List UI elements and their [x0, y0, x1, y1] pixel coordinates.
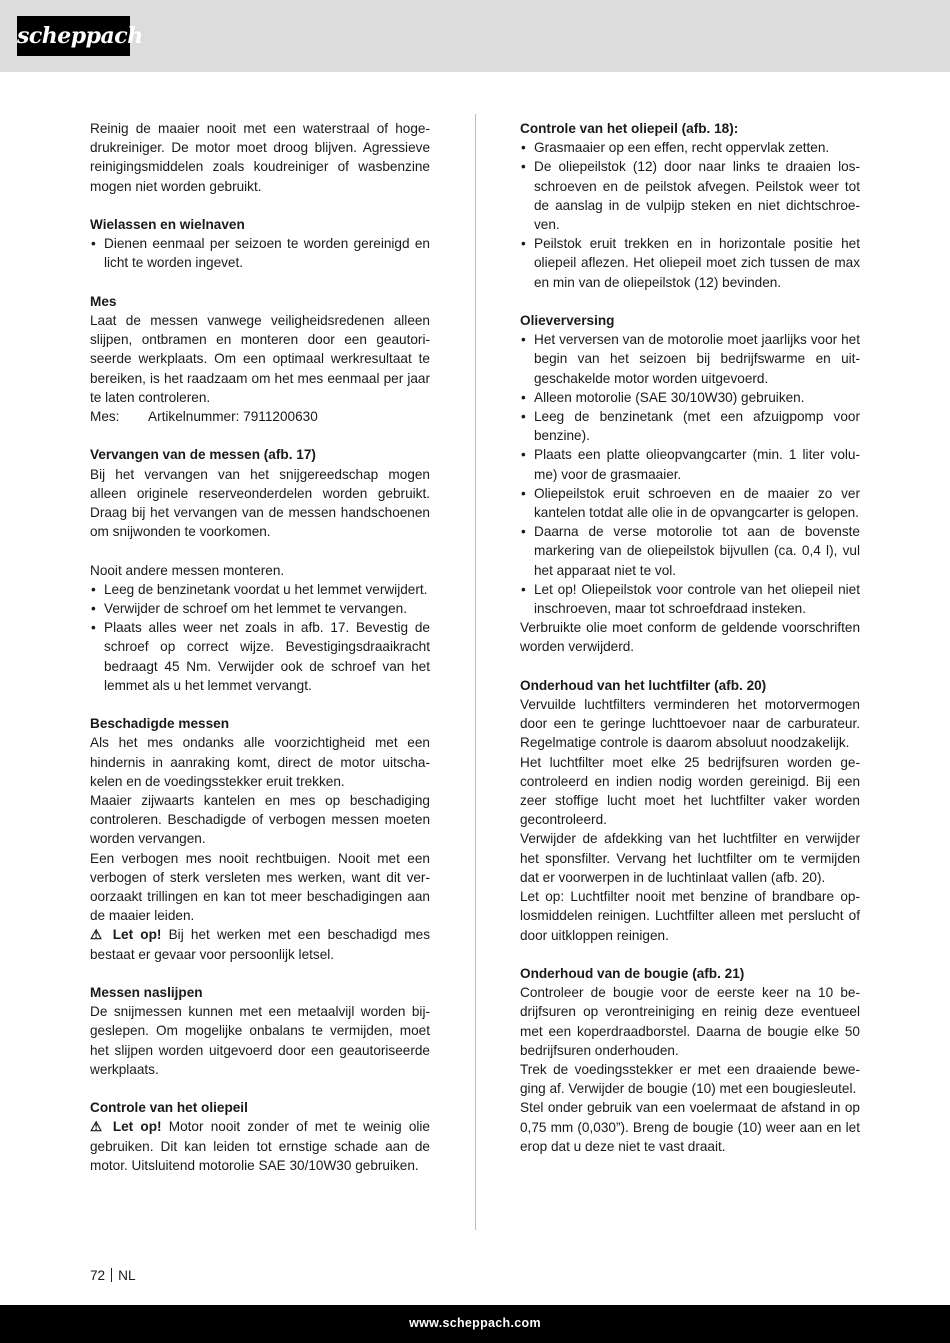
naslijpen-text: De snijmessen kunnen met een metaalvijl worden bijgeslepen. Om mogelijke onbalans te vermijden, moet het slijpen worden uitgevoerd door een geautoriseerde werkplaats. — [90, 1004, 430, 1077]
page-number — [90, 1266, 136, 1285]
scheppach-logo: scheppach — [17, 16, 130, 56]
warning-label: ⚠ Let op! — [90, 1119, 162, 1135]
list-item: • Plaats een platte olieopvangcarter (min. 1 liter volume) voor de grasmaaier. — [520, 445, 860, 483]
bougie-p1: Controleer de bougie voor de eerste keer na 10 bedrijfsuren op verontreiniging en reinig deze eventueel met een koperdraadborstel. Daarna de bougie elke 50 bedrijfsuren onderhouden. — [520, 985, 860, 1058]
luchtfilter-p1: Vervuilde luchtfilters verminderen het motorvermogen door een te geringe luchttoevoer naar de carburateur. Regelmatige controle is daarom absoluut noodzakelijk. — [520, 697, 860, 751]
luchtfilter-p3: Verwijder de afdekking van het luchtfilter en verwijder het sponsfilter. Vervang het luchtfilter om te vermijden dat er voorwerpen in de luchtinlaat vallen (afb. 20). — [520, 831, 860, 885]
list-item: • Verwijder de schroef om het lemmet te vervangen. — [90, 599, 430, 618]
luchtfilter-p2: Het luchtfilter moet elke 25 bedrijfsuren worden gecontroleerd en indien nodig worden gereinigd. Bij een zeer stoffige lucht moet het luchtfilter vaker worden gecontroleerd. — [520, 754, 860, 828]
olieverversing-list — [520, 330, 860, 618]
section-title-olieverversing: Olieverversing — [520, 313, 615, 329]
beschadigd-p3: Een verbogen mes nooit rechtbuigen. Nooit met een verbogen of sterk versleten mes werken, want dit veroorzaakt trillingen en kan tot meer beschadigingen aan de maaier leiden. — [90, 850, 430, 924]
beschadigd-warning — [90, 925, 430, 963]
section-title-wielassen: Wielassen en wielnaven — [90, 217, 245, 232]
oliepeil-warning — [90, 1117, 430, 1175]
vervangen-text: Bij het vervangen van het snijgereedschap mogen alleen originele reserveonderdelen worden gebruikt. Draag bij het vervangen van de messen handschoenen om snijwonden te voorkomen. — [90, 466, 430, 540]
vervangen-list — [90, 580, 430, 695]
olieverversing-text: Verbruikte olie moet conform de geldende voorschriften worden verwijderd. — [520, 620, 860, 655]
right-column — [520, 119, 860, 1156]
list-item: • Leeg de benzinetank voordat u het lemmet verwijdert. — [90, 580, 430, 599]
nooit-text: Nooit andere messen monteren. — [90, 562, 285, 578]
mes-article-number — [90, 407, 430, 426]
cleaning-intro: Reinig de maaier nooit met een waterstraal of hogedrukreiniger. De motor moet droog blijven. Agressieve reinigingsmiddelen zoals koudreiniger of wasbenzine mogen niet worden gebruikt. — [90, 121, 430, 194]
footer-bar — [0, 1305, 950, 1343]
wielassen-list — [90, 234, 430, 272]
page-number-separator — [111, 1268, 112, 1282]
list-item: • Peilstok eruit trekken en in horizontale positie het oliepeil aflezen. Het oliepeil moet zich tussen de max en min van de oliepeilstok (12) bevinden. — [520, 234, 860, 292]
list-item: • Grasmaaier op een effen, recht oppervlak zetten. — [520, 138, 860, 157]
mes-text: Laat de messen vanwege veiligheidsredenen alleen slijpen, ontbramen en monteren door een geautoriseerde werkplaats. Om een optimaal werkresultaat te bereiken, is het raadzaam om het mes eenmaal per jaar te laten controleren. — [90, 313, 430, 405]
beschadigd-p2: Maaier zijwaarts kantelen en mes op beschadiging controleren. Beschadigde of verbogen messen moeten worden vervangen. — [90, 793, 430, 847]
website-link[interactable]: www.scheppach.com — [409, 1316, 541, 1330]
list-item: • Plaats alles weer net zoals in afb. 17. Bevestig de schroef op correct wijze. Bevestigingsdraaikracht bedraagt 45 Nm. Verwijder ook de schroef van het lemmet als u het lemmet vervangt. — [90, 618, 430, 695]
section-title-bougie: Onderhoud van de bougie (afb. 21) — [520, 965, 745, 981]
left-column — [90, 119, 430, 1175]
warning-text: Motor nooit zonder of met te weinig olie gebruiken. Dit kan leiden tot ernstige schade aan de motor. Uitsluitend motorolie SAE 30/10W30 gebruiken. — [90, 1119, 430, 1173]
luchtfilter-p4: Let op: Luchtfilter nooit met benzine of brandbare oplosmiddelen reinigen. Luchtfilter alleen met perslucht of door uitkloppen reinigen. — [520, 889, 860, 943]
list-item: • Let op! Oliepeilstok voor controle van het oliepeil niet inschroeven, maar tot schroefdraad insteken. — [520, 580, 860, 618]
beschadigd-p1: Als het mes ondanks alle voorzichtigheid met een hindernis in aanraking komt, direct de motor uitschakelen en de voedingsstekker eruit trekken. — [90, 735, 430, 789]
list-item: • Leeg de benzinetank (met een afzuigpomp voor benzine). — [520, 407, 860, 445]
list-item: • De oliepeilstok (12) door naar links te draaien losschroeven en de peilstok afvegen. Peilstok weer tot de aanslag in de vulpijp steken en niet dichtschroeven. — [520, 157, 860, 234]
spec-key: Mes: — [90, 409, 120, 425]
controle-list — [520, 138, 860, 292]
spec-value: Artikelnummer: 7911200630 — [148, 409, 318, 425]
section-title-naslijpen: Messen naslijpen — [90, 985, 203, 1001]
list-item: • Alleen motorolie (SAE 30/10W30) gebruiken. — [520, 388, 860, 407]
section-title-beschadigd: Beschadigde messen — [90, 716, 230, 732]
bougie-p2: Trek de voedingsstekker er met een draaiende beweging af. Verwijder de bougie (10) met een bougiesleutel. — [520, 1061, 860, 1097]
column-divider — [475, 114, 476, 1230]
bougie-p3: Stel onder gebruik van een voelermaat de afstand in op 0,75 mm (0,030”). Breng de bougie (10) weer aan en let erop dat u deze niet te vast draait. — [520, 1100, 860, 1154]
section-title-mes: Mes — [90, 293, 117, 309]
warning-label: ⚠ Let op! — [90, 927, 162, 943]
section-title-controle: Controle van het oliepeil (afb. 18): — [520, 121, 739, 136]
language-code: NL — [118, 1268, 136, 1283]
section-title-luchtfilter: Onderhoud van het luchtfilter (afb. 20) — [520, 677, 767, 693]
list-item: • Dienen eenmaal per seizoen te worden gereinigd en licht te worden ingevet. — [90, 234, 430, 272]
list-item: • Oliepeilstok eruit schroeven en de maaier zo ver kantelen totdat alle olie in de opvangcarter is gelopen. — [520, 484, 860, 522]
section-title-vervangen: Vervangen van de messen (afb. 17) — [90, 447, 316, 463]
warning-text: Bij het werken met een beschadigd mes bestaat er gevaar voor persoonlijk letsel. — [90, 927, 430, 962]
page-header — [0, 0, 950, 72]
page-number-value: 72 — [90, 1268, 106, 1283]
list-item: • Daarna de verse motorolie tot aan de bovenste markering van de oliepeilstok bijvullen (ca. 0,4 l), vul het apparaat niet te vol. — [520, 522, 860, 580]
section-title-oliepeil: Controle van het oliepeil — [90, 1100, 248, 1116]
list-item: • Het verversen van de motorolie moet jaarlijks voor het begin van het seizoen bij bedrijfswarme en uitgeschakelde motor worden uitgevoerd. — [520, 330, 860, 388]
